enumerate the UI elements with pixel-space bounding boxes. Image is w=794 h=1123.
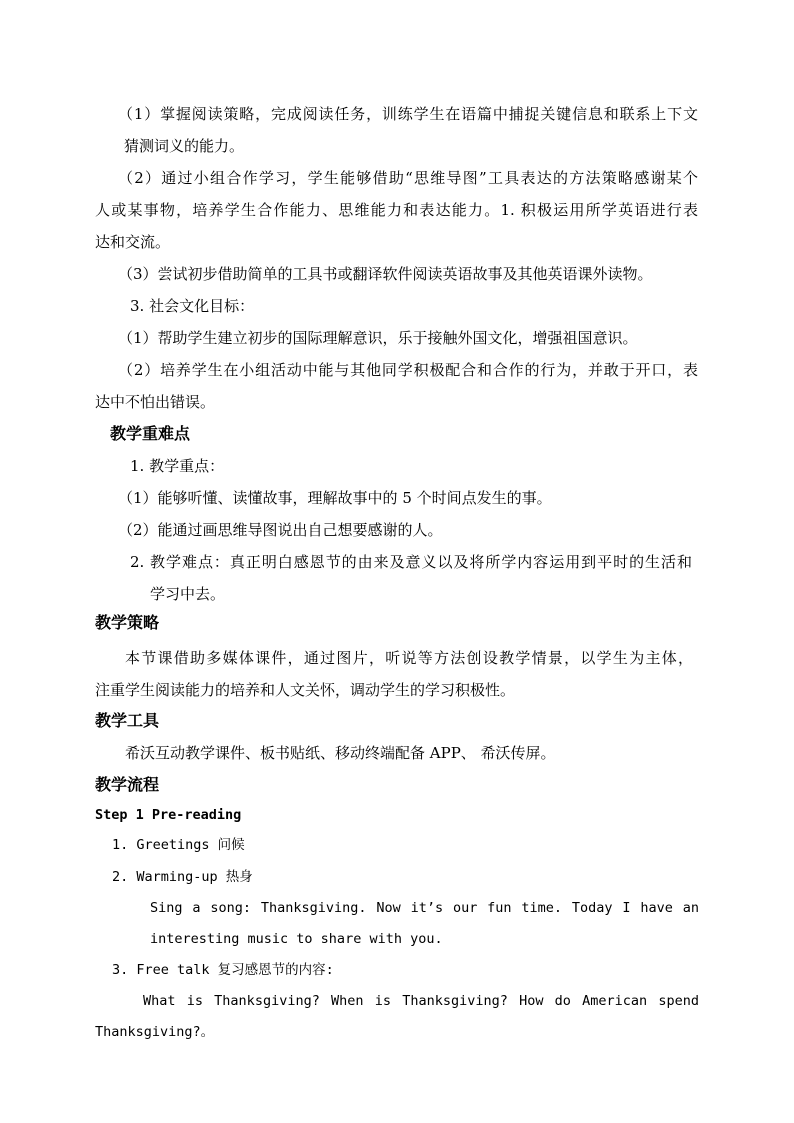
objective-2-line-1: （2）通过小组合作学习，学生能够借助“思维导图”工具表达的方法策略感谢某个 (118, 169, 698, 187)
culture-goal-1: （1）帮助学生建立初步的国际理解意识，乐于接触外国文化，增强祖国意识。 (118, 329, 638, 347)
step1-item-3: 3. Free talk 复习感恩节的内容: (112, 962, 334, 978)
objective-2-line-3: 达和交流。 (95, 233, 171, 251)
objective-3: （3）尝试初步借助简单的工具书或翻译软件阅读英语故事及其他英语课外读物。 (118, 265, 653, 283)
key-point-1: 1. 教学重点： (130, 457, 225, 475)
key-point-1a: （1）能够听懂、读懂故事，理解故事中的 5 个时间点发生的事。 (118, 489, 552, 507)
step1-item-3-line-2: Thanksgiving?。 (95, 1024, 215, 1040)
culture-goal-title: 3. 社会文化目标： (130, 297, 255, 315)
process-heading: 教学流程 (95, 775, 160, 794)
objective-1-line-1: （1）掌握阅读策略，完成阅读任务，训练学生在语篇中捕捉关键信息和联系上下文 (118, 105, 698, 123)
step1-title: Step 1 Pre-reading (95, 807, 242, 823)
step1-item-2-line-1: Sing a song: Thanksgiving. Now it’s our fun time. Today I have an (150, 900, 699, 916)
culture-goal-2-line-2: 达中不怕出错误。 (95, 393, 216, 411)
step1-item-1: 1. Greetings 问候 (112, 837, 245, 853)
strategy-line-2: 注重学生阅读能力的培养和人文关怀，调动学生的学习积极性。 (95, 681, 516, 699)
key-point-2-line-1: 2. 教学难点：真正明白感恩节的由来及意义以及将所学内容运用到平时的生活和 (130, 553, 692, 571)
step1-item-2: 2. Warming-up 热身 (112, 869, 253, 885)
step1-item-3-line-1: What is Thanksgiving? When is Thanksgiving? How do American spend (143, 993, 699, 1009)
key-point-2-line-2: 学习中去。 (150, 585, 226, 603)
key-point-1b: （2）能通过画思维导图说出自己想要感谢的人。 (118, 521, 443, 539)
strategy-line-1: 本节课借助多媒体课件，通过图片，听说等方法创设教学情景，以学生为主体， (125, 649, 693, 667)
objective-1-line-2: 猜测词义的能力。 (124, 137, 245, 155)
step1-item-2-line-2: interesting music to share with you. (150, 931, 443, 947)
tools-line-1: 希沃互动教学课件、板书贴纸、移动终端配备 APP、 希沃传屏。 (125, 744, 556, 762)
key-points-heading: 教学重难点 (110, 424, 191, 443)
objective-2-line-2: 人或某事物，培养学生合作能力、思维能力和表达能力。1. 积极运用所学英语进行表 (95, 201, 698, 219)
culture-goal-2-line-1: （2）培养学生在小组活动中能与其他同学积极配合和合作的行为，并敢于开口，表 (118, 361, 698, 379)
tools-heading: 教学工具 (95, 711, 160, 730)
strategy-heading: 教学策略 (95, 613, 160, 632)
